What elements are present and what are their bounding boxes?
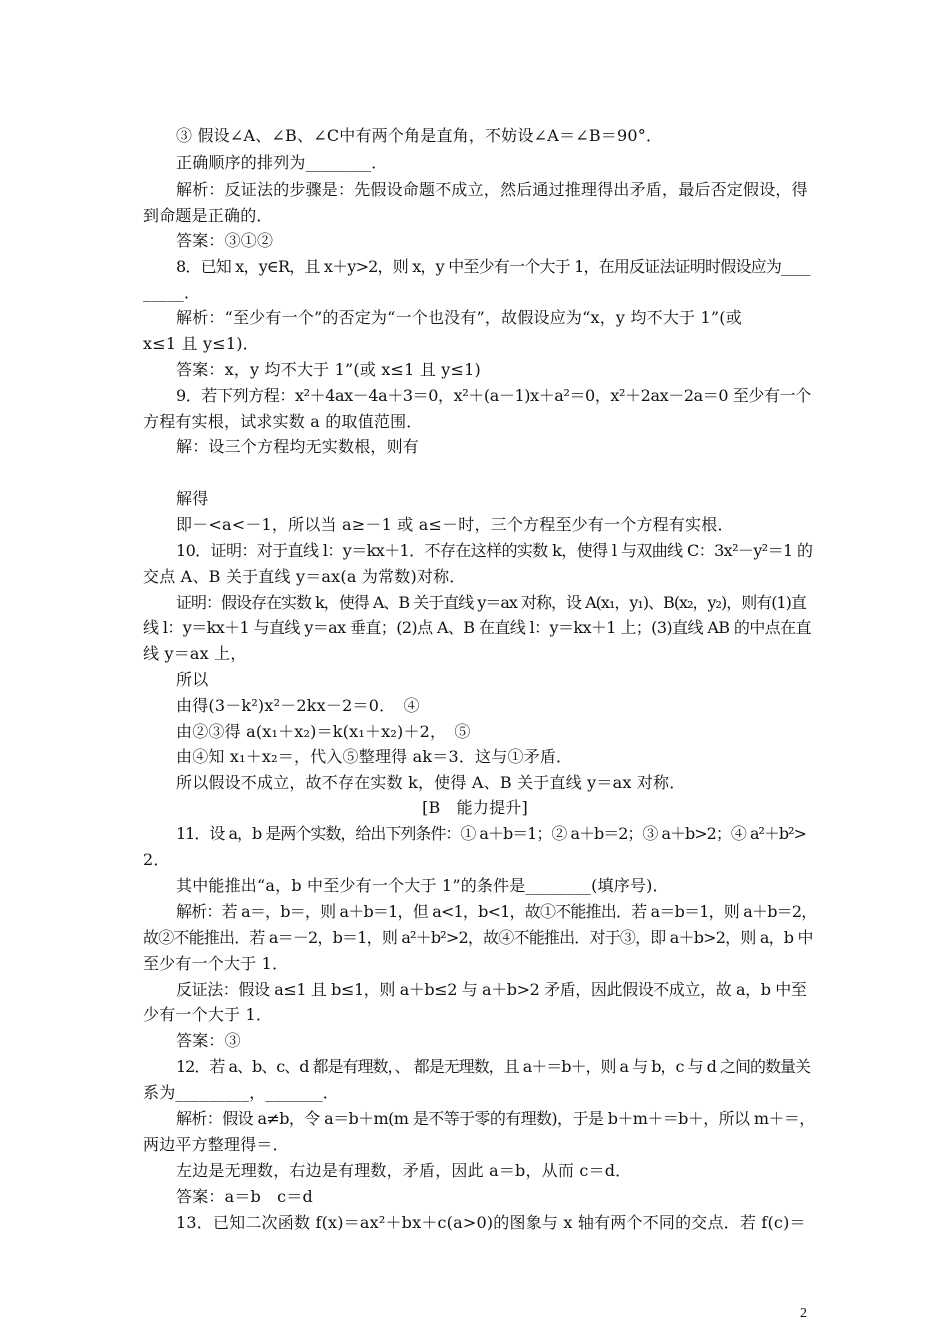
text-line: 解析：“至少有一个”的否定为“一个也没有”，故假设应为“x，y 均不大于 1”(或	[176, 308, 742, 327]
text-line: 由②③得 a(x₁＋x₂)＝k(x₁＋x₂)＋2， ⑤	[176, 722, 471, 741]
text-line: 解析：若 a＝，b＝，则 a＋b＝1，但 a<1，b<1，故①不能推出．若 a＝b＝1，则 a＋b＝2，	[176, 902, 817, 921]
text-line: 两边平方整理得＝．	[143, 1135, 289, 1154]
text-line: 线 l：y＝kx＋1 与直线 y＝ax 垂直；(2)点 A、B 在直线 l：y＝kx＋1 上；(3)直线 AB 的中点在直	[143, 618, 811, 637]
text-line: 解得	[176, 489, 209, 508]
text-line: 反证法：假设 a≤1 且 b≤1，则 a＋b≤2 与 a＋b>2 矛盾，因此假设不成立，故 a，b 中至	[176, 980, 807, 999]
text-line: 系为_________，_______．	[143, 1083, 340, 1102]
text-line: 答案：③	[176, 1031, 241, 1050]
text-line: 方程有实根，试求实数 a 的取值范围．	[143, 412, 423, 431]
text-line: 正确顺序的排列为________．	[176, 153, 388, 172]
text-line: 少有一个大于 1．	[143, 1005, 273, 1024]
text-line: 由④知 x₁＋x₂＝，代入⑤整理得 ak＝3．这与①矛盾．	[176, 747, 573, 766]
text-line: 线 y＝ax 上，	[143, 644, 247, 663]
text-line: 所以	[176, 670, 209, 689]
text-line: 即－<a<－1，所以当 a≥－1 或 a≤－时，三个方程至少有一个方程有实根．	[176, 515, 734, 534]
text-line: ③ 假设∠A、∠B、∠C中有两个角是直角，不妨设∠A＝∠B＝90°．	[176, 126, 663, 145]
text-line: 证明：假设存在实数 k，使得 A、B 关于直线 y＝ax 对称，设 A(x₁，y₁)、B(x₂，y₂)，则有(1)直	[176, 593, 806, 612]
text-line: 所以假设不成立，故不存在实数 k，使得 A、B 关于直线 y＝ax 对称．	[176, 773, 686, 792]
question-11: 11．设 a，b 是两个实数，给出下列条件：① a＋b＝1；② a＋b＝2；③ a＋b>2；④ a²＋b²>	[176, 824, 806, 843]
text-line: 解：设三个方程均无实数根，则有	[176, 437, 420, 456]
question-13: 13．已知二次函数 f(x)＝ax²＋bx＋c(a>0)的图象与 x 轴有两个不同的交点．若 f(c)＝	[176, 1213, 806, 1232]
text-line: 左边是无理数，右边是有理数，矛盾，因此 a＝b，从而 c＝d．	[176, 1161, 632, 1180]
text-line: 其中能推出“a，b 中至少有一个大于 1”的条件是________(填序号)．	[176, 876, 669, 895]
text-line: 交点 A、B 关于直线 y＝ax(a 为常数)对称．	[143, 567, 466, 586]
text-line: _____．	[143, 283, 201, 302]
question-8: 8．已知 x，y∈R，且 x＋y>2，则 x，y 中至少有一个大于 1，在用反证法证明时假设应为____	[176, 257, 810, 276]
text-line: 2．	[143, 850, 170, 869]
text-line: 解析：反证法的步骤是：先假设命题不成立，然后通过推理得出矛盾，最后否定假设，得	[176, 180, 808, 199]
question-10: 10．证明：对于直线 l：y＝kx＋1．不存在这样的实数 k，使得 l 与双曲线 C：3x²－y²＝1 的	[176, 541, 813, 560]
text-line: x≤1 且 y≤1)．	[143, 334, 259, 353]
text-line: 到命题是正确的．	[143, 206, 273, 225]
section-heading: [B 能力提升]	[422, 798, 528, 817]
text-line: 答案：x，y 均不大于 1”(或 x≤1 且 y≤1)	[176, 360, 481, 379]
question-12: 12．若 a、b、c、d 都是有理数，、 都是无理数，且 a＋＝b＋，则 a 与 b，c 与 d 之间的数量关	[176, 1057, 810, 1076]
page-number: 2	[800, 1306, 807, 1321]
question-9: 9．若下列方程：x²＋4ax－4a＋3＝0，x²＋(a－1)x＋a²＝0，x²＋2ax－2a＝0 至少有一个	[176, 386, 811, 405]
text-line: 故②不能推出．若 a＝－2，b＝1，则 a²＋b²>2，故④不能推出．对于③，即 a＋b>2，则 a，b 中	[143, 928, 813, 947]
text-line: 答案：a＝b c＝d	[176, 1187, 313, 1206]
text-line: 至少有一个大于 1．	[143, 954, 289, 973]
text-line: 答案：③①②	[176, 231, 274, 250]
text-line: 解析：假设 a≠b，令 a＝b＋m(m 是不等于零的有理数)，于是 b＋m＋＝b＋，所以 m＋＝，	[176, 1109, 815, 1128]
text-line: 由得(3－k²)x²－2kx－2＝0． ④	[176, 696, 420, 715]
